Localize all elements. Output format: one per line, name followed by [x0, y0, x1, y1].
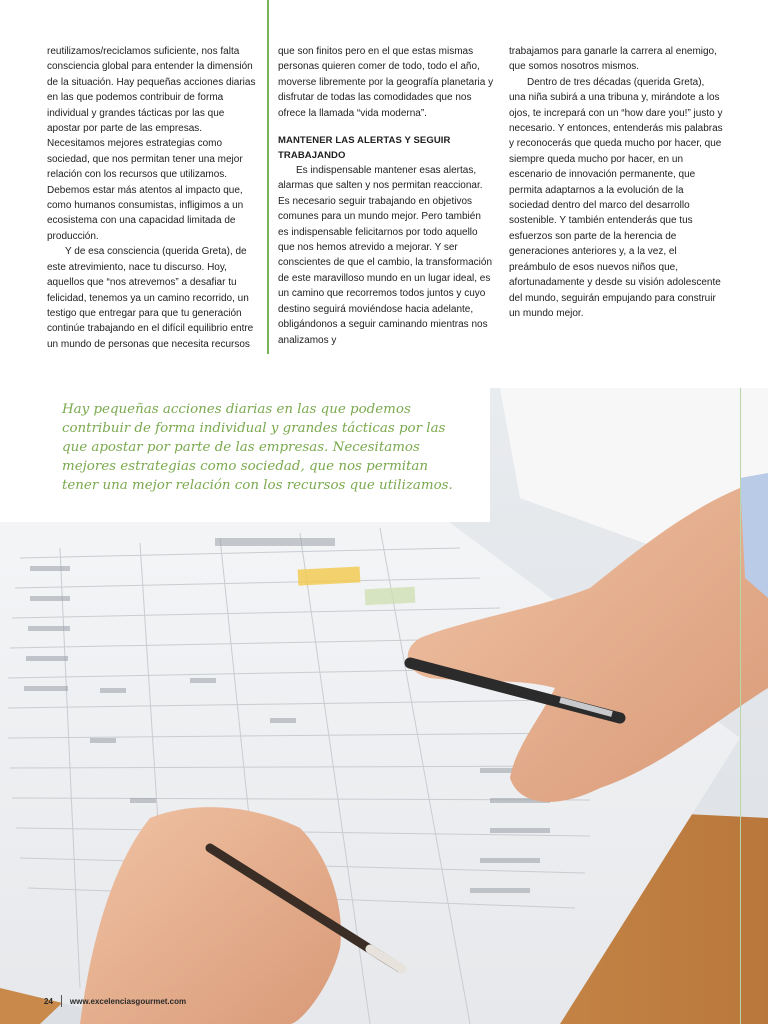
paragraph: Y de esa consciencia (querida Greta), de este atrevimiento, nace tu discurso. Hoy, aquellos que “nos atrevemos” a desafiar tu felicidad, tenemos ya un camino recorrido, un testigo que entregar para que tu generación continúe trabajando en el difícil equilibrio entre un mundo de personas que necesita recursos: [47, 246, 254, 350]
paragraph: que son finitos pero en el que estas mismas personas quieren comer de todo, todo el año, moverse libremente por la geografía planetaria y disfrutar de todas las comodidades que nos ofrece la llamada “vida moderna”.: [278, 46, 494, 119]
paragraph: Es indispensable mantener esas alertas, alarmas que salten y nos permitan reaccionar. Es necesario seguir trabajando en objetivos comunes para un mundo mejor. Pero también es indispensable felicitarnos por todo aquello que nos hemos atrevido a mejorar. Y ser conscientes de que el cambio, la transformación de este maravilloso mundo en un lugar ideal, es un camino que recorremos todos juntos y cuyo destino seguirá moviéndose hacia adelante, obligándonos a seguir caminando mientras nos analizamos y: [278, 165, 493, 346]
paragraph: trabajamos para ganarle la carrera al enemigo, que somos nosotros mismos.: [509, 46, 717, 73]
margin-rule: [740, 388, 741, 1024]
page-number: 24: [44, 996, 53, 1006]
paragraph: reutilizamos/reciclamos suficiente, nos falta consciencia global para entender la dimensión de la situación. Hay pequeñas acciones diarias en las que podemos contribuir de forma individual y grandes tácticas por las que apostar por parte de las empresas. Necesitamos mejores estrategias como sociedad, que nos permitan tener una mejor relación con los recursos que utilizamos. Debemos estar más atentos al impacto que, como humanos consumistas, infligimos a un ecosistema con una capacidad limitada de producción.: [47, 46, 256, 242]
footer-divider: [61, 995, 62, 1007]
article-column-1: [47, 44, 260, 352]
website-link[interactable]: www.excelenciasgourmet.com: [69, 996, 187, 1006]
page-footer: [44, 995, 186, 1007]
pull-quote: Hay pequeñas acciones diarias en las que podemos contribuir de forma individual y grandes tácticas por las que apostar por parte de las empresas. Necesitamos mejores estrategias como sociedad, que nos permitan tener una mejor relación con los recursos que utilizamos.: [62, 402, 453, 493]
section-heading: MANTENER LAS ALERTAS Y SEGUIR TRABAJANDO: [278, 135, 451, 162]
article-column-3: [509, 44, 723, 321]
article-column-2: [278, 44, 494, 348]
paragraph: Dentro de tres décadas (querida Greta), una niña subirá a una tribuna y, mirándote a los ojos, te increpará con un “how dare you!” justo y necesario. Y entonces, entenderás mis palabras y reconocerás que queda mucho por hacer, que siempre queda mucho por hacer, en un escenario de innovación permanente, que permita adaptarnos a la evolución de la sociedad dentro del marco del desarrollo sostenible. Y también entenderás que tus esfuerzos son parte de la herencia de generaciones anteriores y, a la vez, el preámbulo de esos nuevos niños que, afortunadamente y desde su visión adolescente del mundo, seguirán empujando para construir un mundo mejor.: [509, 76, 723, 319]
column-divider: [267, 0, 269, 354]
